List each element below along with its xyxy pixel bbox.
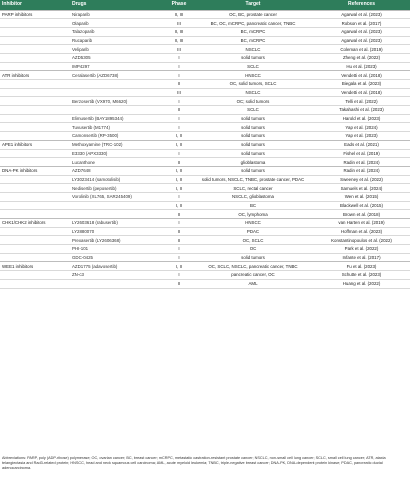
phase-cell: II, III [174, 37, 184, 43]
phase-cell: II, III [174, 29, 184, 35]
inhibitor-class-cell [0, 210, 70, 219]
target-cell: OC, SCLC, NSCLC, pancreatic cancer, TNBC [193, 262, 313, 271]
drug-cell: Camonsertib (RP-3500) [72, 133, 119, 139]
target-cell: solid tumors [241, 133, 265, 139]
table-row [0, 149, 410, 158]
table-row [0, 106, 410, 115]
header-phase: Phase [171, 1, 187, 8]
inhibitor-class-cell [0, 62, 70, 71]
reference-cell: Telli et al. (2022) [345, 98, 378, 104]
phase-cell: III [177, 20, 181, 26]
inhibitor-class-cell [0, 123, 70, 132]
reference-cell: Radin et al. (2024) [313, 166, 410, 175]
target-cell: OC, SCLC [242, 237, 264, 243]
table-row [0, 227, 410, 236]
drug-cell: Lucanthone [72, 159, 95, 165]
table-row [0, 27, 410, 36]
inhibitor-class-cell [0, 192, 70, 201]
phase-cell: I [165, 71, 193, 80]
phase-cell: I, II [165, 166, 193, 175]
table-row [0, 62, 410, 71]
phase-cell: III [177, 46, 181, 52]
reference-cell: Park et al. (2022) [344, 246, 379, 252]
reference-cell: Agarwal et al. (2023) [313, 10, 410, 19]
reference-cell: van Harten et al. (2019) [313, 219, 410, 228]
table-row [0, 19, 410, 28]
reference-cell: Agarwal et al. (2023) [341, 37, 382, 43]
reference-cell: Hoffman et al. (2023) [340, 229, 383, 235]
drug-cell: Elimusertib (BAY1895344) [72, 116, 124, 122]
table-row [0, 158, 410, 167]
reference-cell: Huang et al. (2022) [342, 281, 381, 287]
inhibitor-class-cell [0, 36, 70, 45]
phase-cell: I, II [175, 202, 183, 208]
target-cell: HNSCC [193, 219, 313, 228]
drug-cell: AZD7648 [70, 166, 165, 175]
phase-cell: I [178, 272, 180, 278]
target-cell: pancreatic cancer, OC [231, 272, 275, 278]
drug-cell: Rucaparib [72, 37, 93, 43]
phase-cell: I [165, 219, 193, 228]
drug-cell: Ceralasertib (AZD6738) [70, 71, 165, 80]
header-inhibitor: Inhibitor [2, 1, 22, 8]
reference-cell: Agarwal et al. (2023) [341, 29, 382, 35]
target-cell: NSCLC [245, 46, 261, 52]
target-cell: solid tumors [241, 55, 265, 61]
inhibitor-class-cell [0, 175, 70, 184]
table-footnote: Abbreviations: PARP, poly (ADP-ribose) polymerase; OC, ovarian cancer; BC, breast cancer; mCRPC, metastatic castration-resistant prostate cancer; NSCLC, non-small cell lung cancer; SCLC, small cell lung cancer; ATR, ataxia telangiectasia and Rad3-related protein; HNSCC, head and neck squamous cell carcinoma; AML, acute myeloid leukemia; TNBC, triple-negative breast cancer; DNA-PK, DNA-dependent protein kinase; PDAC, pancreatic ductal adenocarcinoma. [2, 456, 386, 470]
drug-cell [70, 279, 165, 288]
inhibitor-class-cell: DNA-PK inhibitors [0, 166, 70, 175]
target-cell: OC, solid tumors, SCLC [229, 81, 277, 87]
inhibitor-class-cell [0, 19, 70, 28]
table-row [0, 271, 410, 280]
drug-cell: GDC-0425 [72, 255, 93, 261]
reference-cell: Samuels et al. (2024) [340, 185, 383, 191]
reference-cell: Coleman et al. (2019) [340, 46, 383, 52]
reference-cell: Konstantinopoulos et al. (2022) [331, 237, 392, 243]
inhibitor-class-cell [0, 88, 70, 97]
reference-cell: Fishel et al. (2019) [343, 150, 380, 156]
inhibitor-class-cell [0, 53, 70, 62]
inhibitor-class-cell [0, 271, 70, 280]
drug-cell: Tuvusertib (M1774) [72, 124, 110, 130]
reference-cell: Radin et al. (2024) [343, 159, 380, 165]
drug-cell: Veliparib [72, 46, 89, 52]
drug-cell: AZD5305 [72, 55, 91, 61]
table-row [0, 140, 410, 149]
table-row [0, 184, 410, 193]
phase-cell: I [178, 150, 180, 156]
table-row [0, 80, 410, 89]
target-cell: OC, BC, prostate cancer [193, 10, 313, 19]
inhibitor-class-cell [0, 45, 70, 54]
target-cell: solid tumors [241, 124, 265, 130]
table-row [0, 123, 410, 132]
drug-cell: Olaparib [72, 20, 89, 26]
target-cell: BC, mCRPC [240, 29, 266, 35]
drug-cell [70, 106, 165, 115]
table-row [0, 262, 410, 271]
table-row [0, 236, 410, 245]
table-row [0, 97, 410, 106]
reference-cell: Wen et al. (2015) [344, 194, 379, 200]
table-row [0, 132, 410, 141]
target-cell: solid tumors [241, 150, 265, 156]
drug-cell: E3330 (APX3330) [72, 150, 108, 156]
inhibitor-class-cell [0, 245, 70, 254]
phase-cell: I, II [165, 140, 193, 149]
drug-cell: PHI-101 [72, 246, 89, 252]
drug-cell: IMP4297 [72, 63, 90, 69]
phase-cell: II [177, 237, 181, 243]
target-cell: NSCLC [245, 90, 261, 96]
table-body [0, 10, 410, 288]
phase-cell: I, II [175, 176, 183, 182]
drug-cell: AZD1775 (adavosertib) [70, 262, 165, 271]
drug-cell: ZN-c3 [72, 272, 84, 278]
target-cell: OC, lymphoma [238, 211, 268, 217]
phase-cell: I [178, 194, 180, 200]
drug-cell: Vorolinib (XL765, SAR245409) [72, 194, 132, 200]
target-cell: SCLC [247, 107, 259, 113]
phase-cell: III [177, 90, 181, 96]
phase-cell: I [178, 124, 180, 130]
drug-cell [70, 80, 165, 89]
phase-cell: I [178, 255, 180, 261]
table-row [0, 10, 410, 19]
inhibitor-class-cell [0, 158, 70, 167]
phase-cell: I, II [175, 185, 183, 191]
reference-cell: Harold et al. (2023) [342, 116, 381, 122]
inhibitor-class-cell [0, 114, 70, 123]
table-row [0, 88, 410, 97]
inhibitor-class-cell [0, 132, 70, 141]
phase-cell: I [178, 63, 180, 69]
drug-cell: LY3023414 (samotolisib) [72, 176, 121, 182]
target-cell: SCLC [247, 63, 259, 69]
table-row [0, 219, 410, 228]
inhibitor-class-cell [0, 97, 70, 106]
header-row [0, 0, 410, 10]
table-row [0, 279, 410, 288]
reference-cell: Yap et al. (2024) [345, 124, 378, 130]
table-row [0, 36, 410, 45]
reference-cell: Zheng et al. (2022) [342, 55, 381, 61]
phase-cell: I [178, 246, 180, 252]
target-cell: HNSCC [193, 71, 313, 80]
reference-cell: Brown et al. (2018) [342, 211, 381, 217]
inhibitor-class-cell: ATR inhibitors [0, 71, 70, 80]
drug-cell: Prexasertib (LY2606368) [72, 237, 121, 243]
reference-cell: Fu et al. (2023) [313, 262, 410, 271]
table-row [0, 192, 410, 201]
phase-cell: I [178, 116, 180, 122]
target-cell: SCLC, rectal cancer [233, 185, 273, 191]
inhibitor-class-cell [0, 27, 70, 36]
inhibitor-class-cell [0, 184, 70, 193]
inhibitor-class-cell [0, 227, 70, 236]
reference-cell: Vendetti et al. (2018) [341, 90, 382, 96]
phase-cell: II [177, 81, 181, 87]
inhibitor-class-cell [0, 279, 70, 288]
phase-cell: II [177, 229, 181, 235]
table-row [0, 175, 410, 184]
target-cell: BC, OC, mCRPC, pancreatic cancer, TNBC [210, 20, 296, 26]
reference-cell: Schutte et al. (2023) [341, 272, 382, 278]
phase-cell: I, II [175, 133, 183, 139]
table-row [0, 253, 410, 262]
reference-cell: Hu et al. (2023) [346, 63, 377, 69]
phase-cell: I [178, 98, 180, 104]
drug-cell: Talazoparib [72, 29, 95, 35]
drug-cell: Nedisertib (peposertib) [72, 185, 117, 191]
drug-cell [70, 201, 165, 210]
reference-cell: Robson et al. (2017) [341, 20, 382, 26]
table-row [0, 210, 410, 219]
target-cell: solid tumors [193, 166, 313, 175]
target-cell: glioblastoma [240, 159, 266, 165]
inhibitor-class-cell: APE1 inhibitors [0, 140, 70, 149]
target-cell: solid tumors, NSCLC, TNBC, prostate cancer, PDAC [201, 176, 305, 182]
inhibitor-class-cell [0, 106, 70, 115]
header-drugs: Drugs [72, 1, 87, 8]
table-row [0, 166, 410, 175]
phase-cell: II [177, 281, 181, 287]
target-cell: PDAC [246, 229, 260, 235]
target-cell: solid tumors [241, 255, 265, 261]
table-row [0, 245, 410, 254]
inhibitor-class-cell: PARP inhibitors [0, 10, 70, 19]
table-header [0, 0, 410, 10]
table-row [0, 114, 410, 123]
drug-cell: LY2880070 [72, 229, 95, 235]
inhibitor-class-cell [0, 236, 70, 245]
drug-cell [70, 210, 165, 219]
inhibitor-class-cell [0, 149, 70, 158]
reference-cell: Sweeney et al. (2022) [340, 176, 383, 182]
target-cell: BC, mCRPC [240, 37, 266, 43]
reference-cell: Takahashi et al. (2023) [339, 107, 384, 113]
drug-cell: Niraparib [70, 10, 165, 19]
inhibitor-class-cell [0, 253, 70, 262]
reference-cell: Yap et al. (2023) [345, 133, 378, 139]
drug-cell: Methoxyamine (TRC-102) [70, 140, 165, 149]
table-row [0, 71, 410, 80]
inhibitor-class-cell: WEE1 inhibitors [0, 262, 70, 271]
inhibitor-class-cell [0, 80, 70, 89]
reference-cell: Infante et al. (2017) [342, 255, 381, 261]
reference-cell: Biegala et al. (2023) [341, 81, 382, 87]
target-cell: solid tumors [193, 140, 313, 149]
header-references: References [348, 1, 375, 8]
phase-cell: II, III [165, 10, 193, 19]
inhibitor-class-cell [0, 201, 70, 210]
phase-cell: I [178, 55, 180, 61]
phase-cell: I, II [165, 262, 193, 271]
reference-cell: Vendetti et al. (2018) [313, 71, 410, 80]
drug-cell: LY2603618 (rabusertib) [70, 219, 165, 228]
phase-cell: II [177, 211, 181, 217]
target-cell: AML [248, 281, 258, 287]
target-cell: OC [249, 246, 257, 252]
target-cell: BC [249, 202, 257, 208]
table-row [0, 201, 410, 210]
drug-cell: Berzosertib (VX970, M6620) [72, 98, 128, 104]
table-row [0, 45, 410, 54]
target-cell: solid tumors [241, 116, 265, 122]
target-cell: OC; solid tumors [236, 98, 270, 104]
reference-cell: Eads et al. (2021) [313, 140, 410, 149]
phase-cell: II [177, 159, 181, 165]
header-target: Target [245, 1, 261, 8]
target-cell: NSCLC, glioblastoma [232, 194, 274, 200]
phase-cell: II [177, 107, 181, 113]
drug-cell [70, 88, 165, 97]
reference-cell: Blackwell et al. (2015) [340, 202, 383, 208]
table-row [0, 53, 410, 62]
inhibitor-class-cell: CHK1/CHK2 inhibitors [0, 219, 70, 228]
